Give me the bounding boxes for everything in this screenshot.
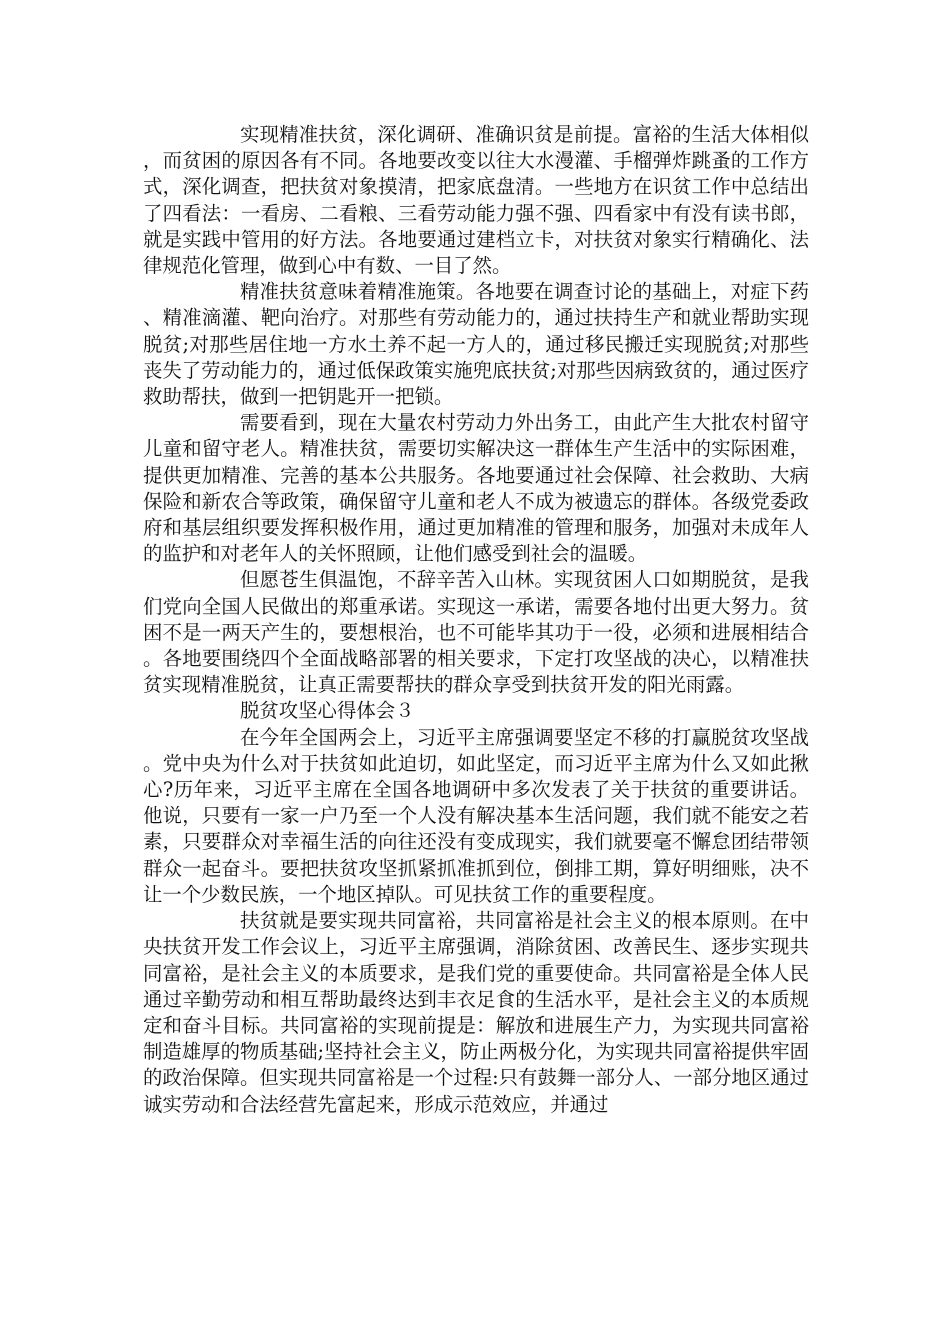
paragraph-6: 扶贫就是要实现共同富裕，共同富裕是社会主义的根本原则。在中央扶贫开发工作会议上，习近平主席强调，消除贫困、改善民生、逐步实现共同富裕，是社会主义的本质要求，是我们党的重要使命。共同富裕是全体人民通过辛勤劳动和相互帮助最终达到丰衣足食的生活水平，是社会主义的本质规定和奋斗目标。共同富裕的实现前提是：解放和进展生产力，为实现共同富裕制造雄厚的物质基础;坚持社会主义，防止两极分化，为实现共同富裕提供牢固的政治保障。但实现共同富裕是一个过程:只有鼓舞一部分人、一部分地区通过诚实劳动和合法经营先富起来，形成示范效应，并通过 (143, 909, 809, 1116)
section-heading: 脱贫攻坚心得体会３ (240, 699, 415, 723)
paragraph-2: 精准扶贫意味着精准施策。各地要在调查讨论的基础上，对症下药、精准滴灌、靶向治疗。对那些有劳动能力的，通过扶持生产和就业帮助实现脱贫;对那些居住地一方水土养不起一方人的，通过移民搬迁实现脱贫;对那些丧失了劳动能力的，通过低保政策实施兜底扶贫;对那些因病致贫的，通过医疗救助帮扶，做到一把钥匙开一把锁。 (143, 280, 809, 409)
paragraph-5: 在今年全国两会上，习近平主席强调要坚定不移的打赢脱贫攻坚战。党中央为什么对于扶贫如此迫切，如此坚定，而习近平主席为什么又如此揪心?历年来，习近平主席在全国各地调研中多次发表了关于扶贫的重要讲话。他说，只要有一家一户乃至一个人没有解决基本生活问题，我们就不能安之若素，只要群众对幸福生活的向往还没有变成现实，我们就要毫不懈怠团结带领群众一起奋斗。要把扶贫攻坚抓紧抓准抓到位，倒排工期，算好明细账，决不让一个少数民族，一个地区掉队。可见扶贫工作的重要程度。 (143, 725, 809, 906)
paragraph-4: 但愿苍生俱温饱，不辞辛苦入山林。实现贫困人口如期脱贫，是我们党向全国人民做出的郑重承诺。实现这一承诺，需要各地付出更大努力。贫困不是一两天产生的，要想根治，也不可能毕其功于一役，必须和进展相结合。各地要围绕四个全面战略部署的相关要求，下定打攻坚战的决心，以精准扶贫实现精准脱贫，让真正需要帮扶的群众享受到扶贫开发的阳光雨露。 (143, 568, 809, 697)
document-page (143, 122, 809, 1118)
paragraph-3: 需要看到，现在大量农村劳动力外出务工，由此产生大批农村留守儿童和留守老人。精准扶贫，需要切实解决这一群体生产生活中的实际困难，提供更加精准、完善的基本公共服务。各地要通过社会保障、社会救助、大病保险和新农合等政策，确保留守儿童和老人不成为被遗忘的群体。各级党委政府和基层组织要发挥积极作用，通过更加精准的管理和服务，加强对未成年人的监护和对老年人的关怀照顾，让他们感受到社会的温暖。 (143, 411, 809, 566)
paragraph-1: 实现精准扶贫，深化调研、准确识贫是前提。富裕的生活大体相似，而贫困的原因各有不同。各地要改变以往大水漫灌、手榴弹炸跳蚤的工作方式，深化调查，把扶贫对象摸清，把家底盘清。一些地方在识贫工作中总结出了四看法：一看房、二看粮、三看劳动能力强不强、四看家中有没有读书郎，就是实践中管用的好方法。各地要通过建档立卡，对扶贫对象实行精确化、法律规范化管理，做到心中有数、一目了然。 (143, 123, 809, 278)
